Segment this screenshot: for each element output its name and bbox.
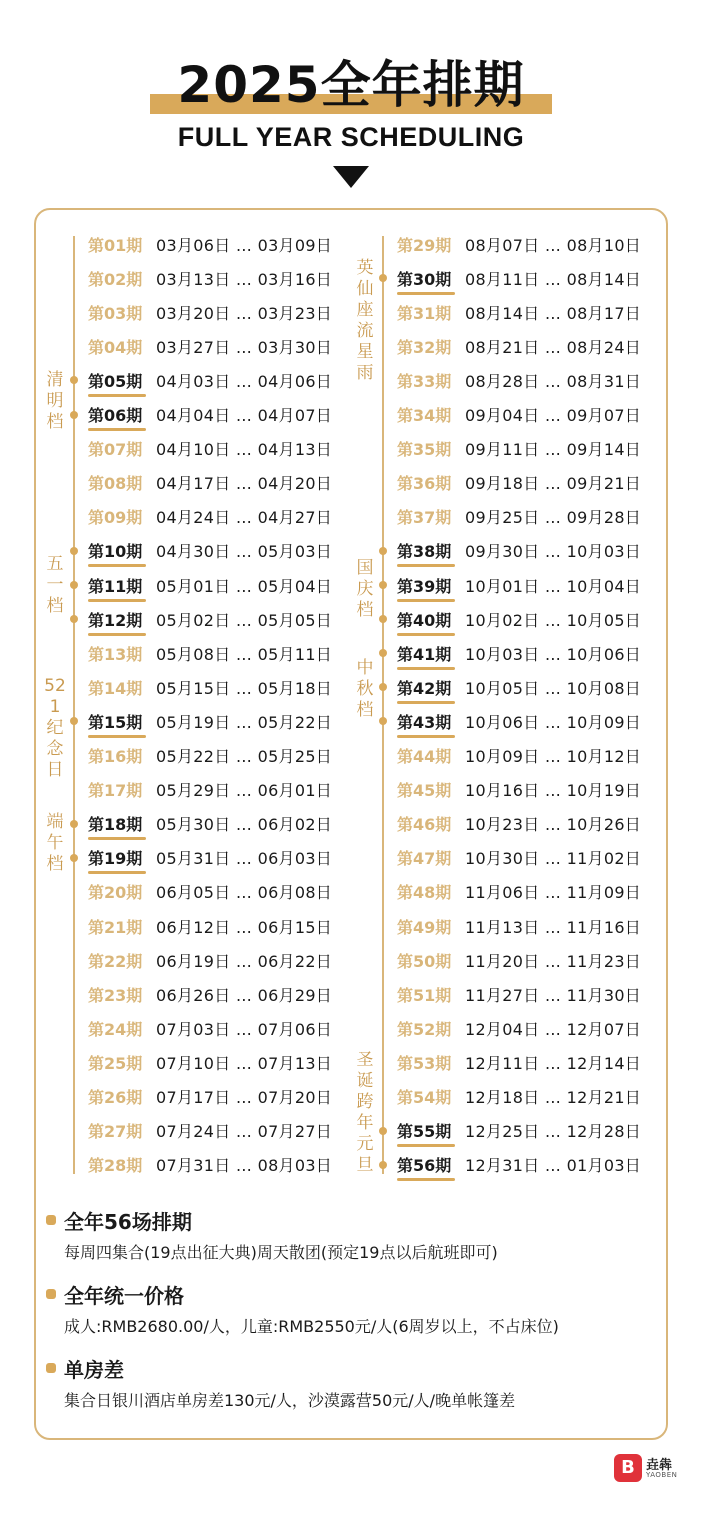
- schedule-row: [88, 705, 332, 737]
- schedule-row: [397, 705, 641, 737]
- schedule-row: [397, 399, 641, 431]
- schedule-row: [88, 433, 332, 465]
- date-range: 12月25日 … 12月28日: [465, 1122, 642, 1142]
- schedule-row: [397, 501, 641, 533]
- period-label: 第19期: [88, 846, 156, 869]
- date-range: 12月18日 … 12月21日: [465, 1088, 642, 1107]
- brand-logo: [614, 1452, 686, 1484]
- period-label: 第09期: [88, 508, 143, 528]
- schedule-row: [397, 364, 641, 396]
- schedule-row: [88, 637, 332, 669]
- period-label: 第32期: [397, 337, 452, 357]
- timeline-dot: [379, 547, 387, 555]
- date-range: 03月06日 … 03月09日: [156, 235, 333, 255]
- date-range: 03月27日 … 03月30日: [156, 337, 333, 357]
- period-label: 第01期: [88, 235, 143, 255]
- schedule-row: [88, 774, 332, 806]
- timeline-right: [382, 236, 384, 1174]
- info-title: 全年56场排期: [64, 1210, 192, 1234]
- timeline-dot: [379, 581, 387, 589]
- schedule-row: [88, 399, 332, 431]
- date-range: 09月11日 … 09月14日: [465, 440, 642, 460]
- logo-name: 垚犇: [646, 1458, 673, 1473]
- date-range: 07月31日 … 08月03日: [156, 1156, 333, 1176]
- date-range: 06月12日 … 06月15日: [156, 917, 333, 937]
- period-label: 第14期: [88, 678, 143, 698]
- title-block: [0, 52, 702, 122]
- schedule-row: [88, 978, 332, 1010]
- period-label: 第54期: [397, 1088, 452, 1107]
- date-range: 10月09日 … 10月12日: [465, 747, 642, 766]
- schedule-row: [397, 637, 641, 669]
- date-range: 07月17日 … 07月20日: [156, 1088, 333, 1107]
- schedule-row: [88, 671, 332, 703]
- schedule-row: [88, 467, 332, 499]
- period-label: 第10期: [88, 539, 156, 562]
- arrow-down-icon: [333, 166, 369, 188]
- date-range: 08月07日 … 08月10日: [465, 235, 642, 255]
- date-range: 08月28日 … 08月31日: [465, 371, 642, 391]
- date-range: 11月20日 … 11月23日: [465, 951, 642, 971]
- date-range: 05月22日 … 05月25日: [156, 747, 333, 766]
- schedule-row: [88, 262, 332, 294]
- period-label: 第44期: [397, 747, 452, 766]
- schedule-row: [88, 501, 332, 533]
- schedule-row: [397, 740, 641, 772]
- period-label: 第34期: [397, 406, 452, 425]
- schedule-row: [397, 944, 641, 976]
- date-range: 12月31日 … 01月03日: [465, 1156, 642, 1176]
- timeline-dot: [70, 581, 78, 589]
- period-label: 第48期: [397, 883, 452, 903]
- timeline-dot: [70, 854, 78, 862]
- period-label: 第23期: [88, 985, 143, 1005]
- schedule-row: [397, 1081, 641, 1113]
- period-label: 第25期: [88, 1053, 143, 1073]
- info-title: 单房差: [64, 1358, 124, 1382]
- schedule-row: [397, 433, 641, 465]
- info-title: 全年统一价格: [64, 1284, 184, 1308]
- schedule-row: [88, 1149, 332, 1181]
- logo-sub: YAOBEN: [646, 1471, 678, 1479]
- label-qingming: 清明档: [46, 370, 64, 432]
- date-range: 09月18日 … 09月21日: [465, 474, 642, 494]
- date-range: 06月19日 … 06月22日: [156, 951, 333, 971]
- info-text: 每周四集合(19点出征大典)周天散团(预定19点以后航班即可): [64, 1243, 498, 1262]
- date-range: 08月14日 … 08月17日: [465, 303, 642, 323]
- schedule-row: [397, 910, 641, 942]
- schedule-row: [397, 671, 641, 703]
- date-range: 07月03日 … 07月06日: [156, 1019, 333, 1039]
- logo-icon: B: [614, 1454, 642, 1482]
- date-range: 09月04日 … 09月07日: [465, 406, 642, 425]
- period-label: 第52期: [397, 1019, 452, 1039]
- period-label: 第31期: [397, 303, 452, 323]
- period-label: 第27期: [88, 1122, 143, 1142]
- schedule-row: [397, 535, 641, 567]
- date-range: 04月30日 … 05月03日: [156, 542, 333, 562]
- date-range: 11月27日 … 11月30日: [465, 985, 642, 1005]
- date-range: 04月17日 … 04月20日: [156, 474, 333, 494]
- period-label: 第03期: [88, 303, 143, 323]
- schedule-row: [397, 842, 641, 874]
- info-text: 集合日银川酒店单房差130元/人，沙漠露营50元/人/晚单帐篷差: [64, 1391, 516, 1410]
- period-label: 第05期: [88, 369, 156, 392]
- label-christmas: 圣诞跨年元旦: [356, 1050, 374, 1175]
- schedule-row: [88, 569, 332, 601]
- page-subtitle: FULL YEAR SCHEDULING: [177, 122, 525, 152]
- schedule-row: [88, 808, 332, 840]
- period-label: 第29期: [397, 235, 452, 255]
- period-label: 第16期: [88, 747, 143, 766]
- date-range: 05月08日 … 05月11日: [156, 644, 333, 664]
- date-range: 10月03日 … 10月06日: [465, 644, 642, 664]
- schedule-row: [88, 842, 332, 874]
- schedule-row: [397, 774, 641, 806]
- period-label: 第04期: [88, 337, 143, 357]
- date-range: 08月21日 … 08月24日: [465, 337, 642, 357]
- timeline-dot: [379, 1127, 387, 1135]
- date-range: 10月05日 … 10月08日: [465, 678, 642, 698]
- period-label: 第30期: [397, 267, 465, 290]
- period-label: 第08期: [88, 474, 143, 494]
- bullet-icon: [46, 1289, 56, 1299]
- schedule-row: [397, 262, 641, 294]
- period-label: 第38期: [397, 539, 465, 562]
- date-range: 07月24日 … 07月27日: [156, 1122, 333, 1142]
- date-range: 10月30日 … 11月02日: [465, 849, 642, 869]
- date-range: 06月26日 … 06月29日: [156, 985, 333, 1005]
- schedule-row: [397, 569, 641, 601]
- period-label: 第43期: [397, 710, 465, 733]
- schedule-row: [88, 296, 332, 328]
- date-range: 05月29日 … 06月01日: [156, 781, 333, 801]
- schedule-row: [397, 1012, 641, 1044]
- label-wuyi: 五一档: [46, 554, 64, 616]
- period-label: 第21期: [88, 917, 143, 937]
- period-label: 第45期: [397, 781, 452, 801]
- schedule-row: [88, 1046, 332, 1078]
- schedule-row: [397, 603, 641, 635]
- date-range: 04月10日 … 04月13日: [156, 440, 333, 460]
- period-label: 第20期: [88, 883, 143, 903]
- period-label: 第17期: [88, 781, 143, 801]
- period-label: 第11期: [88, 574, 156, 597]
- label-521: 521纪念日: [44, 676, 66, 780]
- page-title: 2025全年排期: [177, 56, 525, 114]
- timeline-dot: [70, 411, 78, 419]
- date-range: 11月06日 … 11月09日: [465, 883, 642, 903]
- period-label: 第36期: [397, 474, 452, 494]
- period-label: 第15期: [88, 710, 156, 733]
- period-label: 第46期: [397, 815, 452, 835]
- date-range: 05月19日 … 05月22日: [156, 712, 333, 732]
- date-range: 05月15日 … 05月18日: [156, 678, 333, 698]
- schedule-row: [88, 330, 332, 362]
- schedule-row: [88, 603, 332, 635]
- period-label: 第42期: [397, 676, 465, 699]
- date-range: 11月13日 … 11月16日: [465, 917, 642, 937]
- label-zhongqiu: 中秋档: [356, 658, 374, 720]
- schedule-row: [397, 876, 641, 908]
- period-label: 第55期: [397, 1119, 465, 1142]
- period-label: 第13期: [88, 644, 143, 664]
- label-guoqing: 国庆档: [356, 558, 374, 620]
- date-range: 06月05日 … 06月08日: [156, 883, 333, 903]
- date-range: 09月25日 … 09月28日: [465, 508, 642, 528]
- timeline-dot: [70, 547, 78, 555]
- label-duanwu: 端午档: [46, 812, 64, 874]
- date-range: 05月31日 … 06月03日: [156, 849, 333, 869]
- date-range: 10月16日 … 10月19日: [465, 781, 642, 801]
- schedule-row: [397, 978, 641, 1010]
- period-label: 第07期: [88, 440, 143, 460]
- period-label: 第41期: [397, 642, 465, 665]
- period-label: 第02期: [88, 269, 143, 289]
- date-range: 10月06日 … 10月09日: [465, 712, 642, 732]
- period-label: 第26期: [88, 1088, 143, 1107]
- period-label: 第28期: [88, 1156, 143, 1176]
- date-range: 12月11日 … 12月14日: [465, 1053, 642, 1073]
- period-label: 第12期: [88, 608, 156, 631]
- schedule-row: [397, 808, 641, 840]
- timeline-dot: [379, 1161, 387, 1169]
- period-label: 第37期: [397, 508, 452, 528]
- bullet-icon: [46, 1215, 56, 1225]
- period-label: 第50期: [397, 951, 452, 971]
- schedule-row: [88, 944, 332, 976]
- period-label: 第53期: [397, 1053, 452, 1073]
- bullet-icon: [46, 1363, 56, 1373]
- schedule-row: [397, 1149, 641, 1181]
- date-range: 12月04日 … 12月07日: [465, 1019, 642, 1039]
- schedule-row: [88, 1115, 332, 1147]
- date-range: 04月24日 … 04月27日: [156, 508, 333, 528]
- period-label: 第24期: [88, 1019, 143, 1039]
- date-range: 04月03日 … 04月06日: [156, 371, 333, 391]
- schedule-row: [397, 330, 641, 362]
- period-label: 第35期: [397, 440, 452, 460]
- period-label: 第47期: [397, 849, 452, 869]
- schedule-row: [397, 467, 641, 499]
- date-range: 04月04日 … 04月07日: [156, 406, 333, 425]
- date-range: 08月11日 … 08月14日: [465, 269, 642, 289]
- date-range: 10月23日 … 10月26日: [465, 815, 642, 835]
- period-label: 第49期: [397, 917, 452, 937]
- date-range: 03月13日 … 03月16日: [156, 269, 333, 289]
- period-label: 第22期: [88, 951, 143, 971]
- schedule-row: [397, 1115, 641, 1147]
- schedule-row: [88, 910, 332, 942]
- schedule-row: [88, 535, 332, 567]
- label-yingxian: 英仙座流星雨: [356, 258, 374, 383]
- info-text: 成人:RMB2680.00/人，儿童:RMB2550元/人(6周岁以上，不占床位): [64, 1317, 559, 1336]
- date-range: 05月02日 … 05月05日: [156, 610, 333, 630]
- period-label: 第06期: [88, 403, 156, 426]
- period-label: 第56期: [397, 1153, 465, 1176]
- date-range: 05月30日 … 06月02日: [156, 815, 333, 835]
- schedule-row: [397, 228, 641, 260]
- schedule-row: [397, 1046, 641, 1078]
- schedule-row: [88, 364, 332, 396]
- period-label: 第18期: [88, 812, 156, 835]
- schedule-row: [397, 296, 641, 328]
- timeline-dot: [70, 820, 78, 828]
- schedule-row: [88, 228, 332, 260]
- period-label: 第40期: [397, 608, 465, 631]
- schedule-row: [88, 1081, 332, 1113]
- schedule-row: [88, 1012, 332, 1044]
- date-range: 07月10日 … 07月13日: [156, 1053, 333, 1073]
- period-label: 第51期: [397, 985, 452, 1005]
- date-range: 03月20日 … 03月23日: [156, 303, 333, 323]
- period-label: 第39期: [397, 574, 465, 597]
- period-label: 第33期: [397, 371, 452, 391]
- date-range: 10月02日 … 10月05日: [465, 610, 642, 630]
- schedule-row: [88, 876, 332, 908]
- date-range: 09月30日 … 10月03日: [465, 542, 642, 562]
- schedule-row: [88, 740, 332, 772]
- date-range: 05月01日 … 05月04日: [156, 576, 333, 596]
- date-range: 10月01日 … 10月04日: [465, 576, 642, 596]
